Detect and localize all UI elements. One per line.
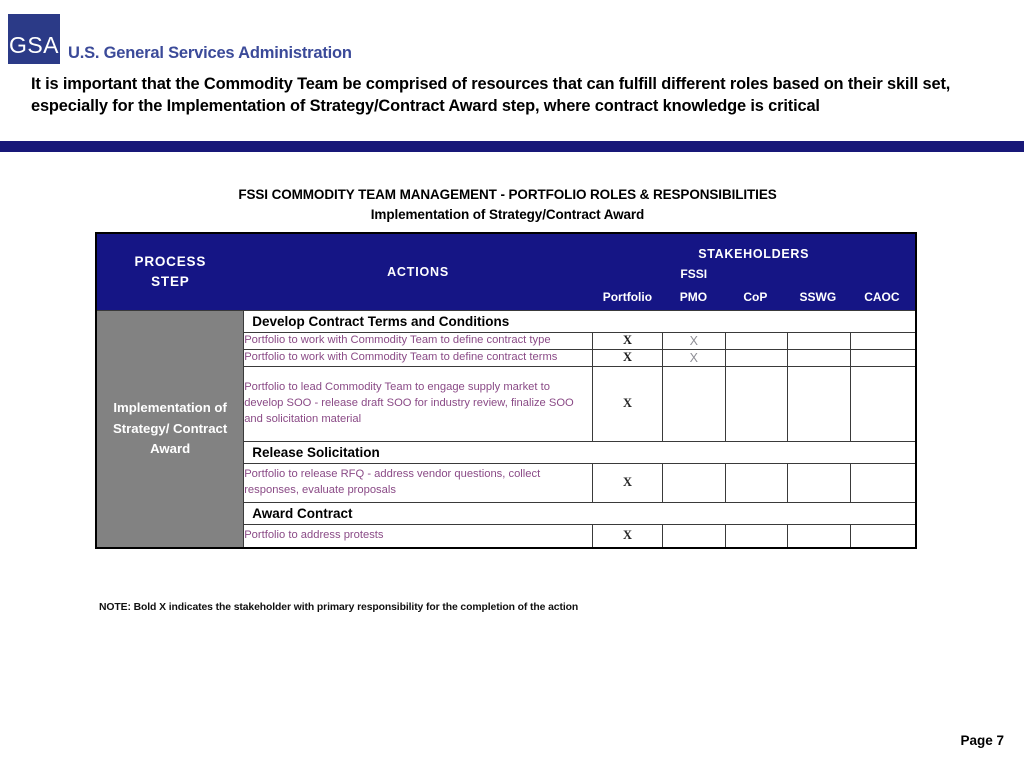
table-row: [96, 311, 916, 333]
column-header-cop: CoP: [743, 290, 768, 304]
mark-cop: [725, 349, 787, 366]
section-header-cell: [244, 441, 916, 463]
roles-responsibilities-table: [95, 232, 917, 549]
mark-sswg: [787, 349, 850, 366]
mark-sswg: [787, 333, 850, 350]
section-label: Develop Contract Terms and Conditions: [252, 314, 510, 329]
mark-cop: [725, 463, 787, 502]
mark-cop: [725, 524, 787, 548]
table-title-main: FSSI COMMODITY TEAM MANAGEMENT - PORTFOLIO ROLES & RESPONSIBILITIES: [238, 187, 777, 202]
column-header-actions: ACTIONS: [244, 233, 593, 311]
process-step-line-2: STEP: [151, 274, 190, 289]
fssi-label: FSSI: [680, 267, 708, 281]
mark-sswg: [787, 524, 850, 548]
mark-caoc: [851, 333, 916, 350]
process-step-line-1: PROCESS: [134, 253, 207, 269]
column-header-portfolio: Portfolio: [602, 290, 653, 304]
mark-portfolio: X: [592, 463, 662, 502]
mark-cop: [725, 333, 787, 350]
column-header-caoc: CAOC: [864, 290, 900, 304]
mark-portfolio: X: [592, 333, 662, 350]
mark-caoc: [851, 524, 916, 548]
stakeholders-label: STAKEHOLDERS: [698, 247, 810, 261]
mark-portfolio: X: [592, 524, 662, 548]
mark-portfolio: X: [592, 349, 662, 366]
stakeholder-column-labels: [592, 290, 915, 304]
action-text: Portfolio to work with Commodity Team to define contract terms: [244, 349, 593, 366]
mark-caoc: [851, 463, 916, 502]
brand-header: [0, 0, 1024, 70]
action-text: Portfolio to work with Commodity Team to define contract type: [244, 333, 593, 350]
gsa-logo-icon: GSA: [8, 14, 60, 64]
page-number: Page 7: [960, 733, 1004, 748]
mark-pmo: X: [663, 349, 725, 366]
mark-caoc: [851, 366, 916, 441]
column-header-process-step: [96, 233, 244, 311]
column-header-sswg: SSWG: [799, 290, 837, 304]
section-header-cell: [244, 502, 916, 524]
header-divider-rule: [0, 141, 1024, 152]
table-header-row: [96, 233, 916, 311]
mark-pmo: [663, 366, 725, 441]
mark-portfolio: X: [592, 366, 662, 441]
action-text: Portfolio to lead Commodity Team to engage supply market to develop SOO - release draft SOO for industry review, finalize SOO and solicitation material: [244, 366, 593, 441]
table-title-sub: Implementation of Strategy/Contract Award: [370, 206, 645, 222]
slide-headline: It is important that the Commodity Team be comprised of resources that can fulfill different roles based on their skill set, especially for the Implementation of Strategy/Contract Award step, where contract knowledge is critical: [31, 75, 951, 115]
table-note: NOTE: Bold X indicates the stakeholder with primary responsibility for the completion of the action: [99, 602, 579, 613]
section-label: Award Contract: [252, 505, 353, 521]
table-title: [95, 185, 920, 224]
column-header-stakeholders-group: [592, 233, 916, 311]
mark-pmo: [663, 524, 725, 548]
agency-wordmark: U.S. General Services Administration: [68, 44, 352, 62]
action-text: Portfolio to release RFQ - address vendor questions, collect responses, evaluate proposals: [244, 463, 593, 502]
mark-sswg: [787, 463, 850, 502]
column-header-pmo: PMO: [679, 290, 708, 304]
section-header-cell: [244, 311, 916, 333]
action-text: Portfolio to address protests: [244, 524, 593, 548]
mark-pmo: [663, 463, 725, 502]
mark-caoc: [851, 349, 916, 366]
section-label: Release Solicitation: [252, 444, 380, 460]
process-step-cell: Implementation of Strategy/ Contract Award: [96, 311, 244, 548]
mark-sswg: [787, 366, 850, 441]
mark-cop: [725, 366, 787, 441]
mark-pmo: X: [663, 333, 725, 350]
